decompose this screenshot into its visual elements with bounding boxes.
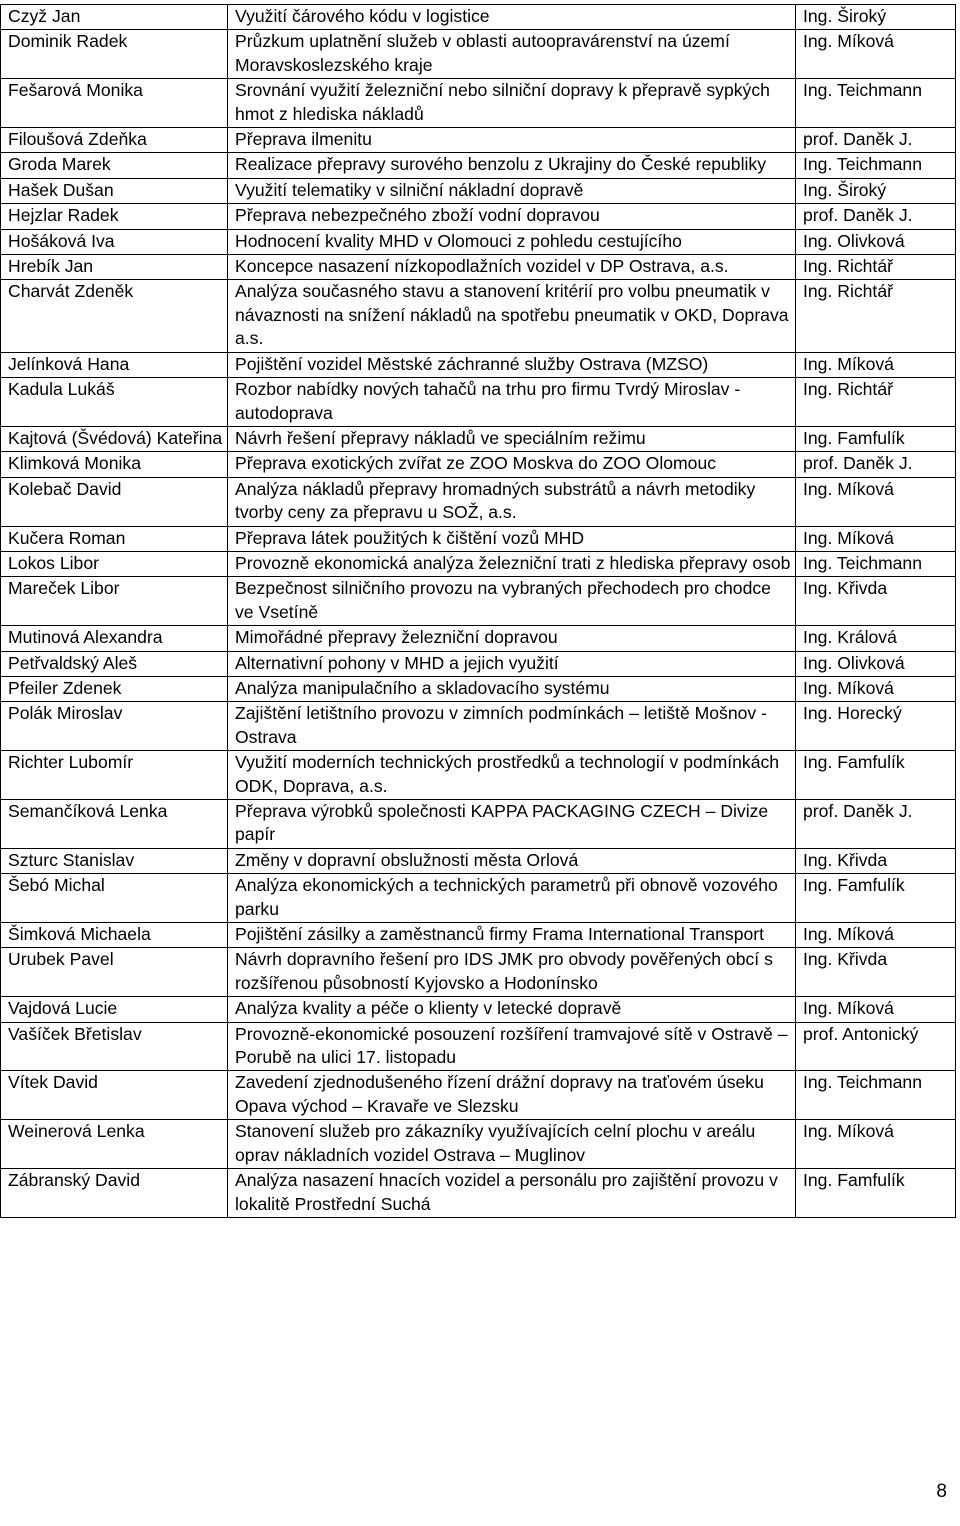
thesis-title-cell: Rozbor nabídky nových tahačů na trhu pro firmu Tvrdý Miroslav - autodoprava xyxy=(228,378,796,427)
thesis-title-cell: Přeprava nebezpečného zboží vodní dopravou xyxy=(228,204,796,229)
thesis-title-cell: Bezpečnost silničního provozu na vybraných přechodech pro chodce ve Vsetíně xyxy=(228,577,796,626)
table-row xyxy=(1,5,956,30)
student-name-cell: Charvát Zdeněk xyxy=(1,280,228,352)
table-row xyxy=(1,153,956,178)
supervisor-cell: Ing. Richtář xyxy=(796,255,956,280)
student-name-cell: Lokos Libor xyxy=(1,551,228,576)
thesis-title-cell: Analýza současného stavu a stanovení kritérií pro volbu pneumatik v návaznosti na snížení nákladů na spotřebu pneumatik v OKD, Doprava a.s. xyxy=(228,280,796,352)
thesis-title-cell: Mimořádné přepravy železniční dopravou xyxy=(228,626,796,651)
supervisor-cell: prof. Daněk J. xyxy=(796,452,956,477)
student-name-cell: Hrebík Jan xyxy=(1,255,228,280)
thesis-title-cell: Průzkum uplatnění služeb v oblasti autoopravárenství na území Moravskoslezského kraje xyxy=(228,30,796,79)
student-name-cell: Zábranský David xyxy=(1,1169,228,1218)
supervisor-cell: Ing. Míková xyxy=(796,676,956,701)
thesis-table xyxy=(0,4,956,1218)
student-name-cell: Vašíček Břetislav xyxy=(1,1022,228,1071)
thesis-title-cell: Analýza nasazení hnacích vozidel a personálu pro zajištění provozu v lokalitě Prostřední Suchá xyxy=(228,1169,796,1218)
supervisor-cell: Ing. Křivda xyxy=(796,948,956,997)
table-row xyxy=(1,452,956,477)
thesis-title-cell: Pojištění zásilky a zaměstnanců firmy Frama International Transport xyxy=(228,923,796,948)
thesis-title-cell: Zajištění letištního provozu v zimních podmínkách – letiště Mošnov - Ostrava xyxy=(228,702,796,751)
thesis-title-cell: Realizace přepravy surového benzolu z Ukrajiny do České republiky xyxy=(228,153,796,178)
table-row xyxy=(1,626,956,651)
student-name-cell: Kučera Roman xyxy=(1,526,228,551)
table-row xyxy=(1,651,956,676)
student-name-cell: Czyž Jan xyxy=(1,5,228,30)
table-row xyxy=(1,378,956,427)
table-row xyxy=(1,848,956,873)
thesis-title-cell: Analýza manipulačního a skladovacího systému xyxy=(228,676,796,701)
table-row xyxy=(1,1169,956,1218)
supervisor-cell: Ing. Míková xyxy=(796,997,956,1022)
table-row xyxy=(1,79,956,128)
table-row xyxy=(1,702,956,751)
table-row xyxy=(1,1071,956,1120)
supervisor-cell: Ing. Famfulík xyxy=(796,1169,956,1218)
student-name-cell: Polák Miroslav xyxy=(1,702,228,751)
supervisor-cell: Ing. Teichmann xyxy=(796,153,956,178)
student-name-cell: Vítek David xyxy=(1,1071,228,1120)
student-name-cell: Fešarová Monika xyxy=(1,79,228,128)
thesis-title-cell: Alternativní pohony v MHD a jejich využití xyxy=(228,651,796,676)
thesis-title-cell: Využití telematiky v silniční nákladní dopravě xyxy=(228,178,796,203)
table-row xyxy=(1,577,956,626)
table-row xyxy=(1,551,956,576)
table-row xyxy=(1,948,956,997)
thesis-title-cell: Využití moderních technických prostředků a technologií v podmínkách ODK, Doprava, a.s. xyxy=(228,751,796,800)
supervisor-cell: Ing. Richtář xyxy=(796,280,956,352)
supervisor-cell: Ing. Horecký xyxy=(796,702,956,751)
table-row xyxy=(1,751,956,800)
student-name-cell: Urubek Pavel xyxy=(1,948,228,997)
student-name-cell: Mareček Libor xyxy=(1,577,228,626)
student-name-cell: Hošáková Iva xyxy=(1,229,228,254)
thesis-title-cell: Hodnocení kvality MHD v Olomouci z pohledu cestujícího xyxy=(228,229,796,254)
student-name-cell: Szturc Stanislav xyxy=(1,848,228,873)
table-row xyxy=(1,997,956,1022)
student-name-cell: Richter Lubomír xyxy=(1,751,228,800)
student-name-cell: Kadula Lukáš xyxy=(1,378,228,427)
supervisor-cell: prof. Antonický xyxy=(796,1022,956,1071)
page-number: 8 xyxy=(936,1481,947,1502)
supervisor-cell: Ing. Famfulík xyxy=(796,426,956,451)
student-name-cell: Vajdová Lucie xyxy=(1,997,228,1022)
student-name-cell: Filoušová Zdeňka xyxy=(1,128,228,153)
student-name-cell: Semančíková Lenka xyxy=(1,800,228,849)
thesis-title-cell: Zavedení zjednodušeného řízení drážní dopravy na traťovém úseku Opava východ – Kravaře ve Slezsku xyxy=(228,1071,796,1120)
student-name-cell: Petřvaldský Aleš xyxy=(1,651,228,676)
table-row xyxy=(1,1120,956,1169)
supervisor-cell: Ing. Míková xyxy=(796,526,956,551)
student-name-cell: Kajtová (Švédová) Kateřina xyxy=(1,426,228,451)
supervisor-cell: Ing. Široký xyxy=(796,5,956,30)
thesis-title-cell: Stanovení služeb pro zákazníky využívajících celní plochu v areálu oprav nákladních vozidel Ostrava – Muglinov xyxy=(228,1120,796,1169)
supervisor-cell: Ing. Míková xyxy=(796,477,956,526)
supervisor-cell: Ing. Míková xyxy=(796,30,956,79)
table-row xyxy=(1,426,956,451)
student-name-cell: Pfeiler Zdenek xyxy=(1,676,228,701)
student-name-cell: Klimková Monika xyxy=(1,452,228,477)
thesis-title-cell: Analýza ekonomických a technických parametrů při obnově vozového parku xyxy=(228,874,796,923)
thesis-title-cell: Přeprava ilmenitu xyxy=(228,128,796,153)
table-row xyxy=(1,676,956,701)
table-row xyxy=(1,800,956,849)
thesis-title-cell: Návrh řešení přepravy nákladů ve speciálním režimu xyxy=(228,426,796,451)
table-row xyxy=(1,923,956,948)
student-name-cell: Kolebač David xyxy=(1,477,228,526)
student-name-cell: Mutinová Alexandra xyxy=(1,626,228,651)
thesis-title-cell: Srovnání využití železniční nebo silniční dopravy k přepravě sypkých hmot z hlediska nákladů xyxy=(228,79,796,128)
supervisor-cell: prof. Daněk J. xyxy=(796,128,956,153)
table-row xyxy=(1,128,956,153)
table-row xyxy=(1,255,956,280)
table-row xyxy=(1,526,956,551)
table-row xyxy=(1,477,956,526)
supervisor-cell: Ing. Richtář xyxy=(796,378,956,427)
table-row xyxy=(1,178,956,203)
thesis-title-cell: Pojištění vozidel Městské záchranné služby Ostrava (MZSO) xyxy=(228,352,796,377)
student-name-cell: Dominik Radek xyxy=(1,30,228,79)
supervisor-cell: prof. Daněk J. xyxy=(796,800,956,849)
supervisor-cell: Ing. Míková xyxy=(796,1120,956,1169)
table-row xyxy=(1,30,956,79)
table-row xyxy=(1,874,956,923)
student-name-cell: Hejzlar Radek xyxy=(1,204,228,229)
supervisor-cell: Ing. Široký xyxy=(796,178,956,203)
supervisor-cell: Ing. Míková xyxy=(796,923,956,948)
table-row xyxy=(1,352,956,377)
thesis-title-cell: Provozně-ekonomické posouzení rozšíření tramvajové sítě v Ostravě – Porubě na ulici 17. listopadu xyxy=(228,1022,796,1071)
table-row xyxy=(1,1022,956,1071)
thesis-title-cell: Přeprava výrobků společnosti KAPPA PACKAGING CZECH – Divize papír xyxy=(228,800,796,849)
supervisor-cell: prof. Daněk J. xyxy=(796,204,956,229)
thesis-title-cell: Provozně ekonomická analýza železniční trati z hlediska přepravy osob xyxy=(228,551,796,576)
thesis-title-cell: Koncepce nasazení nízkopodlažních vozidel v DP Ostrava, a.s. xyxy=(228,255,796,280)
thesis-title-cell: Přeprava látek použitých k čištění vozů MHD xyxy=(228,526,796,551)
student-name-cell: Hašek Dušan xyxy=(1,178,228,203)
supervisor-cell: Ing. Teichmann xyxy=(796,1071,956,1120)
supervisor-cell: Ing. Teichmann xyxy=(796,79,956,128)
thesis-title-cell: Změny v dopravní obslužnosti města Orlová xyxy=(228,848,796,873)
table-row xyxy=(1,204,956,229)
supervisor-cell: Ing. Míková xyxy=(796,352,956,377)
supervisor-cell: Ing. Famfulík xyxy=(796,751,956,800)
supervisor-cell: Ing. Křivda xyxy=(796,577,956,626)
supervisor-cell: Ing. Králová xyxy=(796,626,956,651)
thesis-title-cell: Využití čárového kódu v logistice xyxy=(228,5,796,30)
thesis-title-cell: Přeprava exotických zvířat ze ZOO Moskva do ZOO Olomouc xyxy=(228,452,796,477)
table-row xyxy=(1,229,956,254)
thesis-title-cell: Návrh dopravního řešení pro IDS JMK pro obvody pověřených obcí s rozšířenou působností Kyjovsko a Hodonínsko xyxy=(228,948,796,997)
table-body xyxy=(1,5,956,1218)
student-name-cell: Weinerová Lenka xyxy=(1,1120,228,1169)
table-row xyxy=(1,280,956,352)
student-name-cell: Jelínková Hana xyxy=(1,352,228,377)
thesis-title-cell: Analýza kvality a péče o klienty v letecké dopravě xyxy=(228,997,796,1022)
supervisor-cell: Ing. Olivková xyxy=(796,651,956,676)
student-name-cell: Šimková Michaela xyxy=(1,923,228,948)
supervisor-cell: Ing. Teichmann xyxy=(796,551,956,576)
thesis-title-cell: Analýza nákladů přepravy hromadných substrátů a návrh metodiky tvorby ceny za přepravu u SOŽ, a.s. xyxy=(228,477,796,526)
student-name-cell: Groda Marek xyxy=(1,153,228,178)
supervisor-cell: Ing. Křivda xyxy=(796,848,956,873)
supervisor-cell: Ing. Olivková xyxy=(796,229,956,254)
student-name-cell: Šebó Michal xyxy=(1,874,228,923)
supervisor-cell: Ing. Famfulík xyxy=(796,874,956,923)
